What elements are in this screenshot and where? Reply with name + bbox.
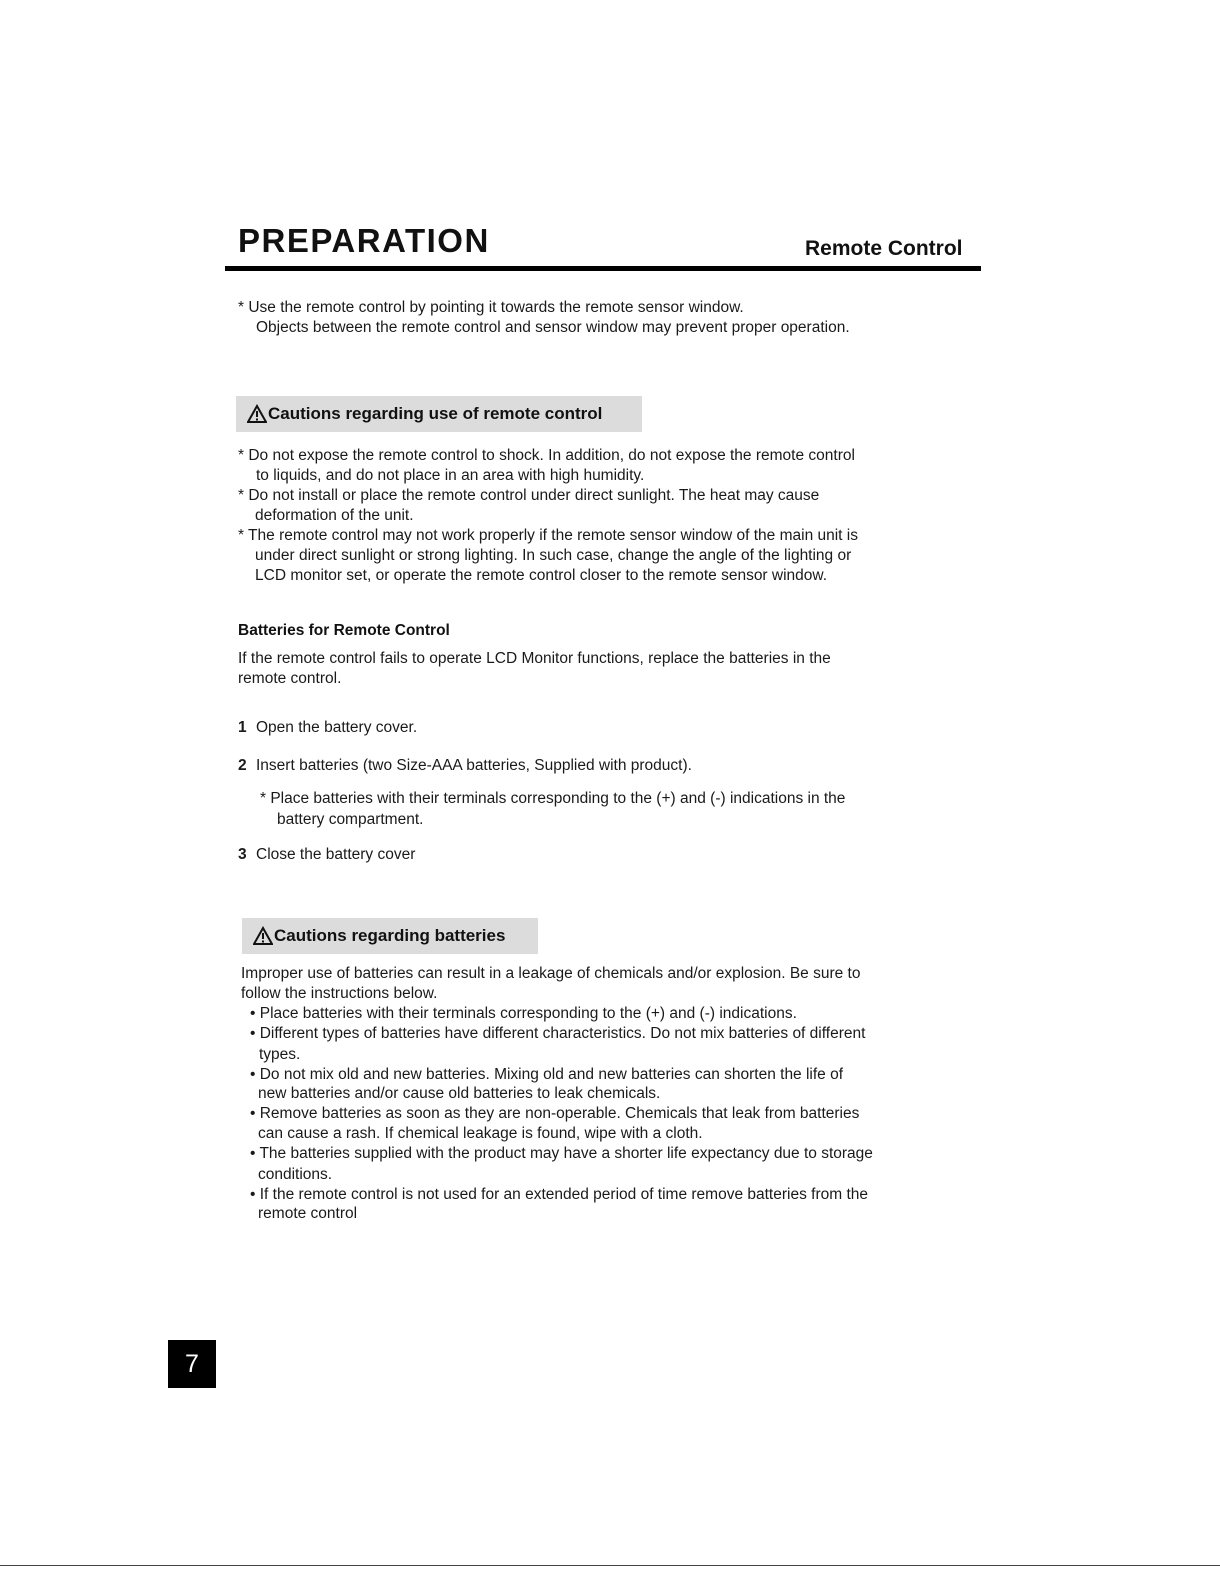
- step-number: 3: [238, 846, 247, 863]
- batteries-heading: Batteries for Remote Control: [238, 622, 450, 639]
- caution-batteries-line: • The batteries supplied with the product may have a shorter life expectancy due to storage: [250, 1145, 873, 1162]
- caution-batteries-line: • Do not mix old and new batteries. Mixing old and new batteries can shorten the life of: [250, 1066, 844, 1083]
- caution-remote-line: to liquids, and do not place in an area with high humidity.: [256, 467, 645, 484]
- caution-remote-line: * Do not install or place the remote control under direct sunlight. The heat may cause: [238, 487, 820, 504]
- caution-batteries-line: types.: [259, 1046, 301, 1063]
- caution-batteries-line: new batteries and/or cause old batteries to leak chemicals.: [258, 1085, 661, 1102]
- batteries-intro-1: If the remote control fails to operate LCD Monitor functions, replace the batteries in the: [238, 650, 831, 667]
- caution-batteries-line: remote control: [258, 1205, 358, 1222]
- header-rule: [225, 266, 981, 271]
- caution-batteries-line: • Remove batteries as soon as they are non-operable. Chemicals that leak from batteries: [250, 1105, 860, 1122]
- step-item: [238, 845, 415, 865]
- intro-line-1: * Use the remote control by pointing it towards the remote sensor window.: [238, 299, 744, 316]
- caution-remote-line: LCD monitor set, or operate the remote control closer to the remote sensor window.: [255, 567, 828, 584]
- step-text: Open the battery cover.: [256, 719, 418, 736]
- caution-remote-heading: [236, 396, 642, 432]
- caution-remote-heading-text: Cautions regarding use of remote control: [268, 404, 603, 423]
- step-item: [238, 718, 417, 738]
- step-number: 1: [238, 719, 247, 736]
- caution-batteries-line: can cause a rash. If chemical leakage is found, wipe with a cloth.: [258, 1125, 703, 1142]
- caution-batteries-intro-2: follow the instructions below.: [241, 985, 438, 1002]
- caution-batteries-line: • If the remote control is not used for an extended period of time remove batteries from the: [250, 1186, 868, 1203]
- step-note-line-2: battery compartment.: [277, 811, 424, 828]
- caution-remote-line: under direct sunlight or strong lighting. In such case, change the angle of the lighting or: [255, 547, 852, 564]
- caution-remote-line: deformation of the unit.: [255, 507, 414, 524]
- page-number: 7: [168, 1340, 216, 1388]
- step-item: [238, 756, 692, 776]
- step-text: Insert batteries (two Size-AAA batteries, Supplied with product).: [256, 757, 692, 774]
- caution-batteries-intro-1: Improper use of batteries can result in a leakage of chemicals and/or explosion. Be sure to: [241, 965, 861, 982]
- step-text: Close the battery cover: [256, 846, 416, 863]
- caution-remote-line: * The remote control may not work properly if the remote sensor window of the main unit is: [238, 527, 858, 544]
- page-title: PREPARATION: [238, 222, 490, 259]
- caution-batteries-line: • Place batteries with their terminals corresponding to the (+) and (-) indications.: [250, 1005, 797, 1022]
- batteries-intro-2: remote control.: [238, 670, 342, 687]
- bottom-divider: [0, 1565, 1220, 1566]
- intro-line-2: Objects between the remote control and sensor window may prevent proper operation.: [256, 319, 850, 336]
- caution-batteries-heading: [242, 918, 538, 954]
- caution-batteries-heading-text: Cautions regarding batteries: [274, 926, 506, 945]
- caution-batteries-line: • Different types of batteries have different characteristics. Do not mix batteries of different: [250, 1025, 866, 1042]
- warning-icon: [247, 404, 267, 424]
- step-number: 2: [238, 757, 247, 774]
- section-subtitle: Remote Control: [805, 237, 963, 260]
- warning-icon: [253, 926, 273, 946]
- caution-remote-line: * Do not expose the remote control to shock. In addition, do not expose the remote control: [238, 447, 855, 464]
- caution-batteries-line: conditions.: [258, 1166, 333, 1183]
- step-note-line-1: * Place batteries with their terminals corresponding to the (+) and (-) indications in the: [260, 790, 846, 807]
